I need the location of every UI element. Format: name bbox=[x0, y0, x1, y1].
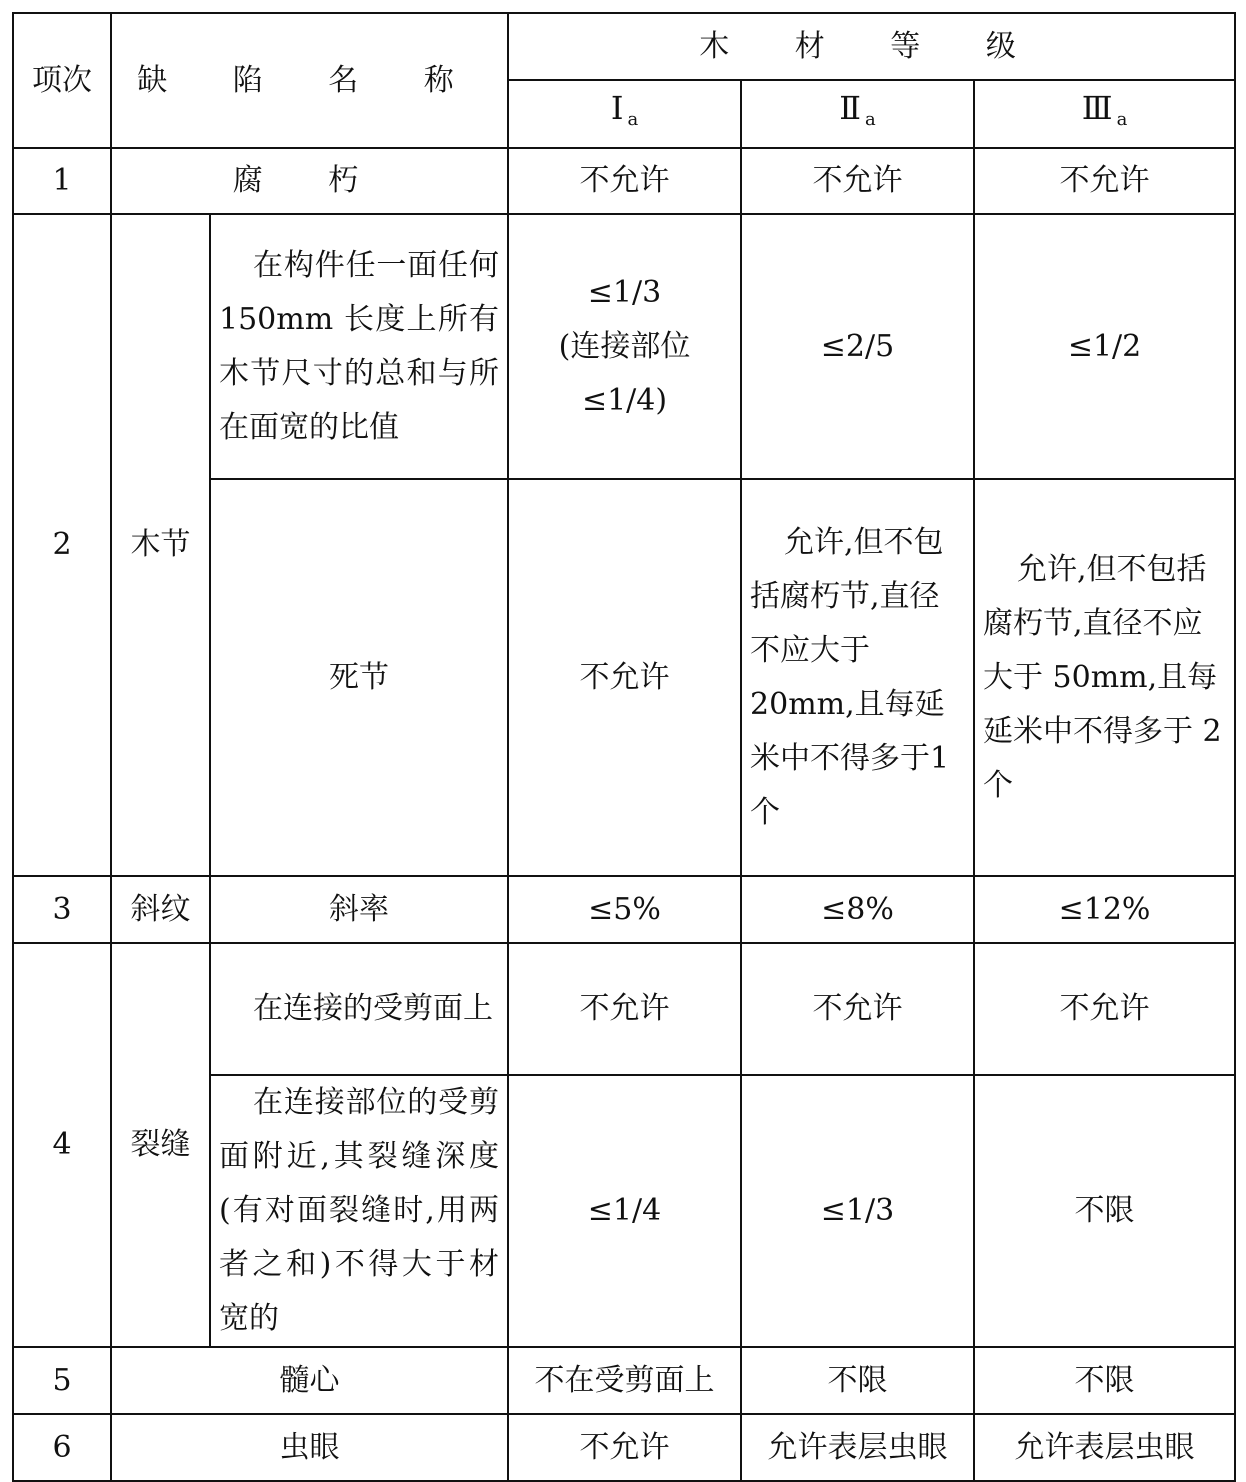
defect-name: 虫眼 bbox=[111, 1414, 508, 1481]
defect-description bbox=[210, 214, 508, 479]
grade-2-value: 允许表层虫眼 bbox=[741, 1414, 974, 1481]
grade-1-value: 不允许 bbox=[508, 479, 741, 876]
grade-1-value: 不允许 bbox=[508, 1414, 741, 1481]
defect-name: 腐 朽 bbox=[111, 148, 508, 214]
grade-3-roman: Ⅲ bbox=[1081, 89, 1113, 127]
item-no: 5 bbox=[13, 1347, 111, 1414]
defect-name: 髓心 bbox=[111, 1347, 508, 1414]
grade-1-value: 不在受剪面上 bbox=[508, 1347, 741, 1414]
item-no: 6 bbox=[13, 1414, 111, 1481]
header-grade-2 bbox=[741, 80, 974, 148]
grade-2-value: 不允许 bbox=[741, 148, 974, 214]
defect-group: 裂缝 bbox=[111, 943, 210, 1347]
header-grade-1 bbox=[508, 80, 741, 148]
grade-1-line-3: ≤1/4) bbox=[581, 382, 668, 418]
grade-1-line-2: (连接部位 bbox=[558, 328, 691, 364]
grade-3-text: 允许,但不包括腐朽节,直径不应大于 50mm,且每延米中不得多于 2 个 bbox=[983, 551, 1222, 803]
grade-3-value bbox=[974, 479, 1235, 876]
grade-3-sub: a bbox=[1116, 109, 1128, 130]
item-no: 1 bbox=[13, 148, 111, 214]
table-row bbox=[13, 1414, 1235, 1481]
grade-3-value: 不限 bbox=[974, 1347, 1235, 1414]
grade-2-text: 允许,但不包括腐朽节,直径不应大于20mm,且每延米中不得多于1个 bbox=[750, 524, 950, 830]
table-row bbox=[13, 943, 1235, 1075]
defect-description-text: 在连接部位的受剪面附近,其裂缝深度(有对面裂缝时,用两者之和)不得大于材宽的 bbox=[219, 1085, 500, 1336]
defect-description: 死节 bbox=[210, 479, 508, 876]
defect-description bbox=[210, 943, 508, 1075]
defect-description: 斜率 bbox=[210, 876, 508, 943]
grade-2-value bbox=[741, 479, 974, 876]
header-wood-grade: 木 材 等 级 bbox=[508, 13, 1235, 80]
grade-2-value: ≤1/3 bbox=[741, 1075, 974, 1347]
item-no: 2 bbox=[13, 214, 111, 876]
grade-1-sub: a bbox=[627, 109, 639, 130]
grade-1-value: 不允许 bbox=[508, 148, 741, 214]
grade-3-value: 不限 bbox=[974, 1075, 1235, 1347]
header-defect-name: 缺 陷 名 称 bbox=[111, 13, 508, 148]
table-row bbox=[13, 214, 1235, 479]
defect-group: 斜纹 bbox=[111, 876, 210, 943]
grade-1-roman: Ⅰ bbox=[610, 89, 624, 127]
grade-1-value: ≤1/4 bbox=[508, 1075, 741, 1347]
table-row bbox=[13, 148, 1235, 214]
grade-2-value: ≤2/5 bbox=[741, 214, 974, 479]
item-no: 4 bbox=[13, 943, 111, 1347]
grade-3-value: 不允许 bbox=[974, 148, 1235, 214]
header-grade-3 bbox=[974, 80, 1235, 148]
defect-description-text: 在连接的受剪面上 bbox=[253, 991, 493, 1026]
grade-1-value bbox=[508, 214, 741, 479]
grade-2-value: ≤8% bbox=[741, 876, 974, 943]
grade-3-value: 不允许 bbox=[974, 943, 1235, 1075]
grade-3-value: ≤1/2 bbox=[974, 214, 1235, 479]
grade-3-value: 允许表层虫眼 bbox=[974, 1414, 1235, 1481]
table-row bbox=[13, 876, 1235, 943]
defect-group: 木节 bbox=[111, 214, 210, 876]
item-no: 3 bbox=[13, 876, 111, 943]
grade-1-value: 不允许 bbox=[508, 943, 741, 1075]
grade-3-value: ≤12% bbox=[974, 876, 1235, 943]
defect-description bbox=[210, 1075, 508, 1347]
grade-2-sub: a bbox=[865, 109, 876, 130]
header-item-no: 项次 bbox=[13, 13, 111, 148]
grade-1-value: ≤5% bbox=[508, 876, 741, 943]
defect-description-text: 在构件任一面任何 150mm 长度上所有木节尺寸的总和与所在面宽的比值 bbox=[219, 247, 500, 445]
grade-1-line-1: ≤1/3 bbox=[587, 274, 662, 310]
grade-2-value: 不允许 bbox=[741, 943, 974, 1075]
grade-2-roman: Ⅱ bbox=[839, 89, 862, 127]
wood-grade-table bbox=[12, 12, 1236, 1482]
header-row-1 bbox=[13, 13, 1235, 80]
table-row bbox=[13, 1347, 1235, 1414]
grade-2-value: 不限 bbox=[741, 1347, 974, 1414]
